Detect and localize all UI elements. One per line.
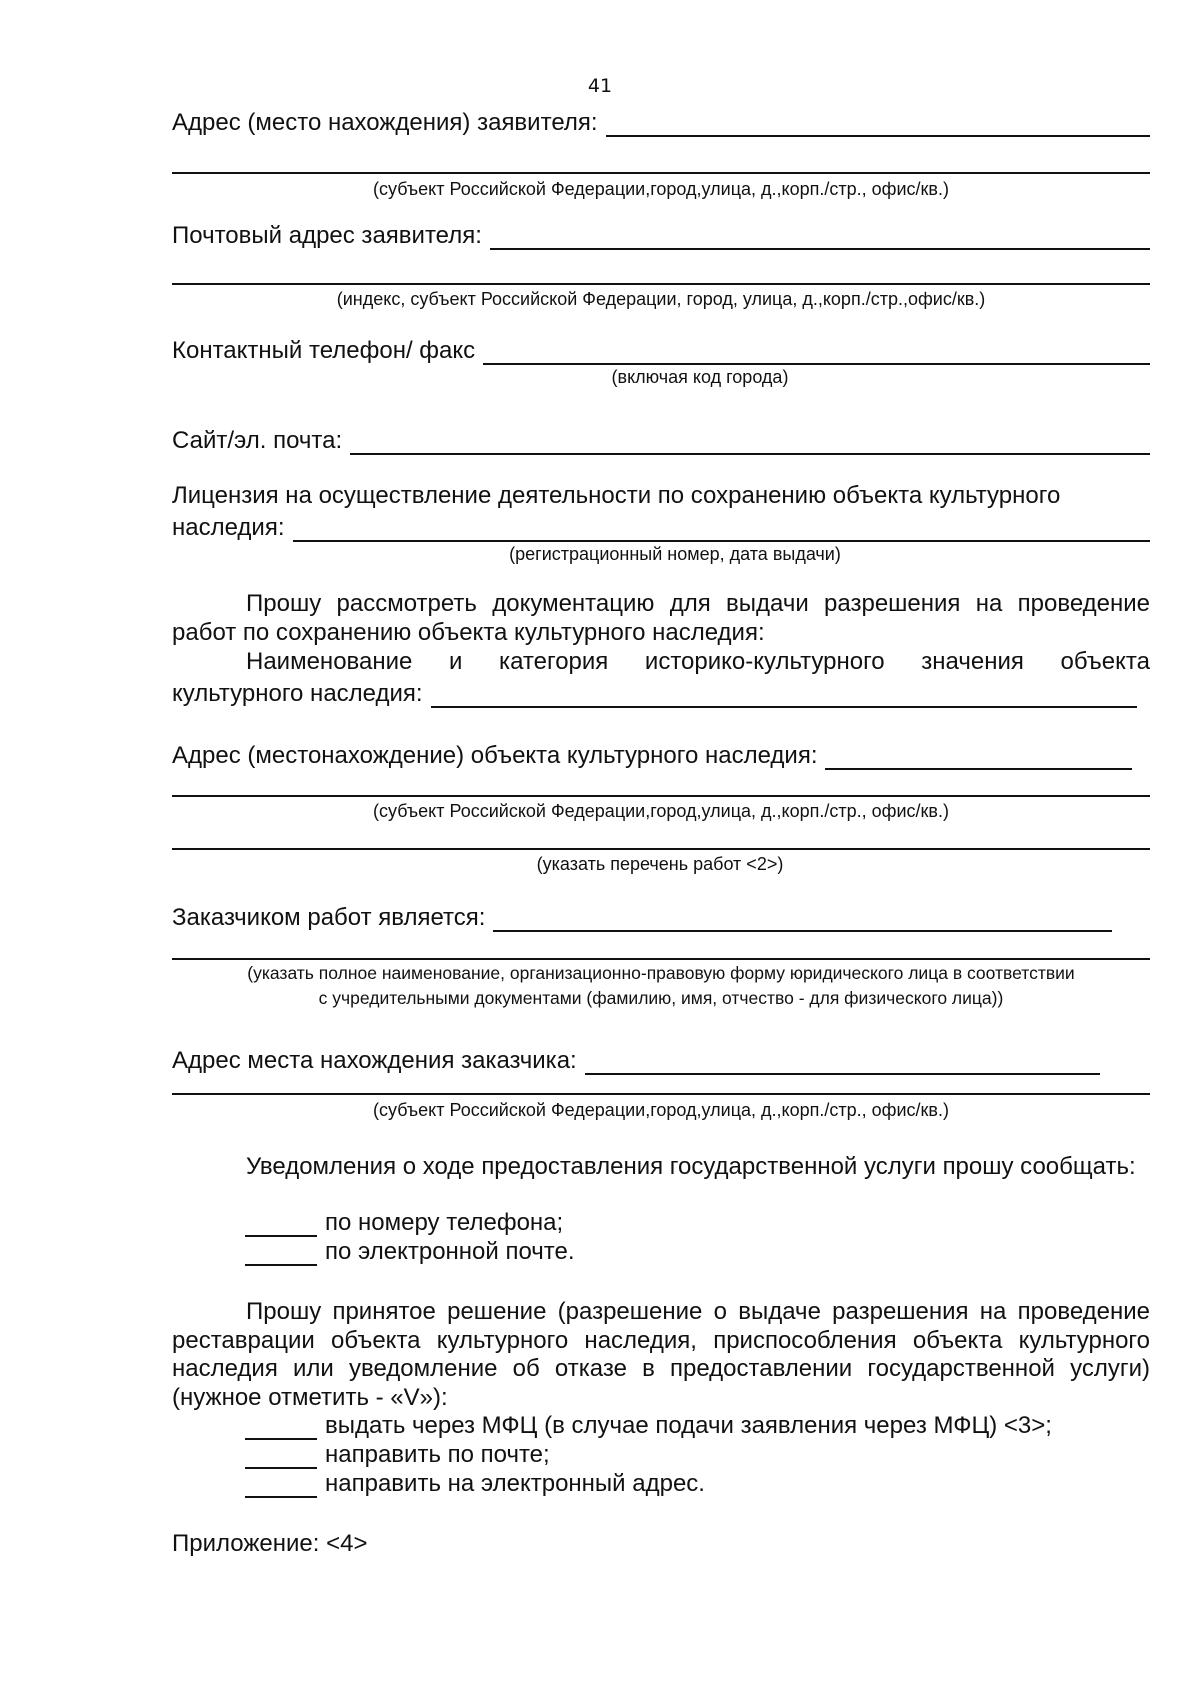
decision-option-email[interactable] [245, 1470, 705, 1498]
postal-address-label: Почтовый адрес заявителя: [172, 222, 482, 249]
customer-address-hint: (субъект Российской Федерации,город,улица, д.,корп./стр., офис/кв.) [373, 1100, 949, 1120]
customer-address-row [172, 1045, 1100, 1075]
decision-option-label: направить на электронный адрес. [325, 1470, 705, 1497]
customer-hint-line1: (указать полное наименование, организационно-правовую форму юридического лица в соответствии [247, 963, 1075, 983]
customer-row [172, 902, 1112, 932]
notification-email-checkbox[interactable] [245, 1240, 317, 1266]
notifications-paragraph [172, 1153, 1150, 1182]
request-text: Прошу рассмотреть документацию для выдачи разрешения на проведение работ по сохранению объекта культурного наследия: [172, 590, 1150, 646]
postal-address-field-line2[interactable] [172, 283, 1150, 285]
customer-label: Заказчиком работ является: [172, 904, 486, 931]
notification-phone-checkbox[interactable] [245, 1211, 317, 1237]
decision-option-mfc[interactable] [245, 1412, 1052, 1440]
notifications-text: Уведомления о ходе предоставления государственной услуги прошу сообщать: [246, 1153, 1136, 1180]
postal-address-field[interactable] [490, 222, 1150, 250]
object-name-row [172, 678, 1137, 708]
notification-option-phone[interactable] [245, 1209, 563, 1237]
customer-address-field-line2[interactable] [172, 1093, 1150, 1095]
object-address-hint: (субъект Российской Федерации,город,улица, д.,корп./стр., офис/кв.) [373, 801, 949, 821]
decision-option-label: направить по почте; [325, 1441, 550, 1468]
notification-option-label: по номеру телефона; [325, 1209, 564, 1236]
works-list-field[interactable] [172, 848, 1150, 850]
site-email-field[interactable] [350, 427, 1150, 455]
customer-field[interactable] [493, 904, 1112, 932]
page-number: 41 [587, 75, 613, 97]
applicant-address-field-line2[interactable] [172, 172, 1150, 174]
decision-option-label: выдать через МФЦ (в случае подачи заявления через МФЦ) <3>; [325, 1412, 1052, 1439]
decision-email-checkbox[interactable] [245, 1472, 317, 1498]
object-name-label [172, 648, 1150, 677]
applicant-address-label: Адрес (место нахождения) заявителя: [172, 109, 598, 136]
object-name-field[interactable] [431, 680, 1137, 708]
applicant-address-hint: (субъект Российской Федерации,город,улица, д.,корп./стр., офис/кв.) [373, 179, 949, 199]
notification-option-label: по электронной почте. [325, 1238, 575, 1265]
decision-mfc-checkbox[interactable] [245, 1414, 317, 1440]
license-label-line1: Лицензия на осуществление деятельности по сохранению объекта культурного [172, 482, 1061, 509]
postal-address-row [172, 220, 1150, 250]
customer-address-field[interactable] [585, 1047, 1100, 1075]
site-email-row [172, 425, 1150, 455]
license-field[interactable] [293, 514, 1151, 542]
decision-post-checkbox[interactable] [245, 1443, 317, 1469]
request-paragraph [172, 590, 1150, 647]
license-row [172, 512, 1150, 542]
applicant-address-row [172, 107, 1150, 137]
object-address-field-line2[interactable] [172, 795, 1150, 797]
license-hint: (регистрационный номер, дата выдачи) [509, 544, 841, 564]
object-address-label: Адрес (местонахождение) объекта культурного наследия: [172, 742, 818, 769]
object-address-field[interactable] [825, 742, 1132, 770]
phone-row [172, 335, 1150, 365]
object-name-label-line2: культурного наследия: [172, 680, 423, 707]
customer-address-label: Адрес места нахождения заказчика: [172, 1047, 577, 1074]
notification-option-email[interactable] [245, 1238, 575, 1266]
decision-option-post[interactable] [245, 1441, 550, 1469]
customer-hint-line2: с учредительными документами (фамилию, имя, отчество - для физического лица)) [318, 988, 1004, 1008]
postal-address-hint: (индекс, субъект Российской Федерации, город, улица, д.,корп./стр.,офис/кв.) [336, 289, 986, 309]
object-address-row [172, 740, 1132, 770]
site-email-label: Сайт/эл. почта: [172, 427, 343, 454]
phone-hint: (включая код города) [611, 367, 789, 387]
decision-paragraph [172, 1298, 1150, 1412]
phone-label: Контактный телефон/ факс [172, 337, 476, 364]
applicant-address-field[interactable] [606, 109, 1150, 137]
license-label-line2: наследия: [172, 514, 285, 541]
object-name-label-line1: Наименование и категория историко-культурного значения объекта [246, 648, 1150, 675]
works-list-hint: (указать перечень работ <2>) [536, 854, 784, 874]
attachment-label: Приложение: <4> [172, 1530, 368, 1557]
phone-field[interactable] [483, 337, 1150, 365]
decision-text: Прошу принятое решение (разрешение о выдаче разрешения на проведение реставрации объекта культурного наследия, приспособления объекта культурного наследия или уведомление об отказе в предоставлении государственной услуги) (нужное отметить - «V»): [172, 1298, 1150, 1411]
